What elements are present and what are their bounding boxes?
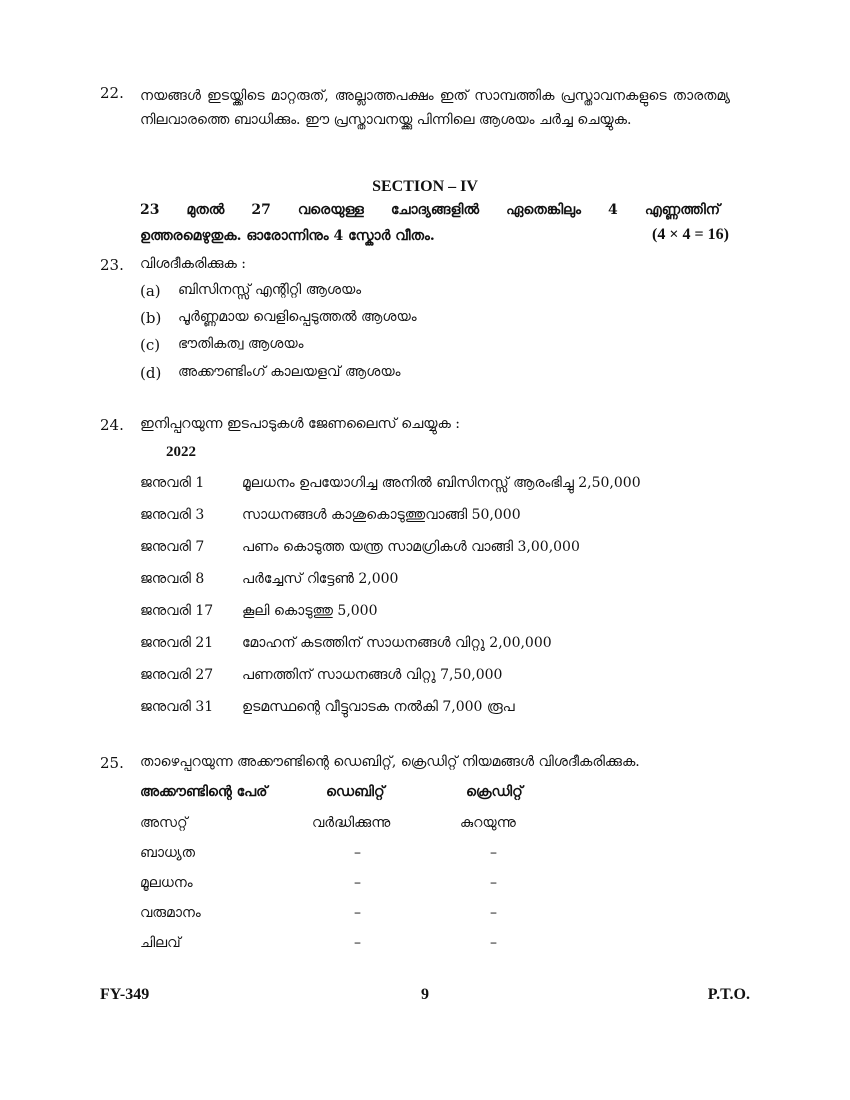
question-number: 25. [100, 754, 124, 772]
transaction-date: ജനുവരി 3 [140, 507, 205, 523]
transaction-description: പണത്തിന് സാധനങ്ങൾ വിറ്റു 7,50,000 [242, 667, 503, 683]
table-cell-account: വരുമാനം [140, 905, 201, 921]
footer-page-number: 9 [421, 986, 429, 1003]
sub-item-text: ഭൗതികത്വ ആശയം [178, 336, 304, 352]
table-cell-account: മൂലധനം [140, 875, 193, 891]
sub-item-label: (d) [140, 364, 162, 382]
table-header-debit: ഡെബിറ്റ് [326, 784, 385, 800]
section-instruction-line2: ഉത്തരമെഴുതുക. ഓരോന്നിനും 4 സ്കോർ വീതം. [140, 228, 435, 244]
sub-item-text: അക്കൗണ്ടിംഗ് കാലയളവ് ആശയം [178, 364, 401, 380]
sub-item-label: (b) [140, 309, 162, 327]
transaction-date: ജനുവരി 27 [140, 667, 214, 683]
question-number: 23. [100, 256, 124, 274]
year-heading: 2022 [166, 444, 196, 460]
table-cell-account: ബാധ്യത [140, 845, 195, 861]
question-22-text: നയങ്ങൾ ഇടയ്ക്കിടെ മാറ്റരുത്, അല്ലാത്തപക്ഷം ഇത് സാമ്പത്തിക പ്രസ്താവനകളുടെ താരതമ്യ നിലവാരത്തെ ബാധിക്കും. ഈ പ്രസ്താവനയ്ക്കു പിന്നിലെ ആശയം ചർച്ച ചെയ്യുക. [140, 88, 730, 128]
footer-pto: P.T.O. [707, 986, 750, 1003]
table-header-credit: ക്രെഡിറ്റ് [466, 784, 523, 800]
transaction-description: പർച്ചേസ് റിട്ടേൺ 2,000 [242, 571, 399, 587]
transaction-date: ജനുവരി 7 [140, 539, 205, 555]
sub-item-text: ബിസിനസ്സ് എന്റിറ്റി ആശയം [178, 282, 362, 298]
transaction-description: മോഹന് കടത്തിന് സാധനങ്ങൾ വിറ്റു 2,00,000 [242, 635, 552, 651]
transaction-description: സാധനങ്ങൾ കാശുകൊടുത്തുവാങ്ങി 50,000 [242, 507, 521, 523]
question-number: 24. [100, 416, 124, 434]
transaction-description: മൂലധനം ഉപയോഗിച്ച അനിൽ ബിസിനസ്സ് ആരംഭിച്ചു 2,50,000 [242, 475, 641, 491]
section-title: SECTION – IV [372, 178, 478, 195]
section-instruction-line1: 23 മുതൽ 27 വരെയുള്ള ചോദ്യങ്ങളിൽ ഏതെങ്കിലും 4 എണ്ണത്തിന് [140, 202, 720, 218]
transaction-date: ജനുവരി 1 [140, 475, 205, 491]
question-24-text: ഇനിപ്പറയുന്ന ഇടപാടുകൾ ജേണലൈസ് ചെയ്യുക : [140, 416, 460, 432]
transaction-date: ജനുവരി 17 [140, 603, 214, 619]
table-cell-debit: – [354, 905, 361, 921]
table-cell-debit: – [354, 935, 361, 951]
table-cell-account: അസറ്റ് [140, 815, 188, 831]
table-cell-account: ചിലവ് [140, 935, 181, 951]
table-cell-debit: – [354, 875, 361, 891]
transaction-date: ജനുവരി 31 [140, 699, 214, 715]
question-25-text: താഴെപ്പറയുന്ന അക്കൗണ്ടിന്റെ ഡെബിറ്റ്, ക്രെഡിറ്റ് നിയമങ്ങൾ വിശദീകരിക്കുക. [140, 754, 640, 770]
transaction-date: ജനുവരി 21 [140, 635, 214, 651]
transaction-description: പണം കൊടുത്ത യന്ത്ര സാമഗ്രികൾ വാങ്ങി 3,00,000 [242, 539, 580, 555]
transaction-description: ഉടമസ്ഥന്റെ വീട്ടുവാടക നൽകി 7,000 രൂപ [242, 699, 515, 715]
transaction-date: ജനുവരി 8 [140, 571, 205, 587]
transaction-description: കൂലി കൊടുത്തു 5,000 [242, 603, 378, 619]
table-cell-credit: – [490, 845, 497, 861]
section-marks: (4 × 4 = 16) [652, 226, 729, 243]
footer-paper-code: FY-349 [100, 986, 150, 1003]
question-23-text: വിശദീകരിക്കുക : [140, 256, 247, 272]
sub-item-label: (a) [140, 282, 161, 300]
table-cell-credit: – [490, 905, 497, 921]
table-cell-credit: – [490, 935, 497, 951]
table-header-account-name: അക്കൗണ്ടിന്റെ പേര് [140, 784, 268, 800]
question-number: 22. [100, 84, 124, 102]
table-cell-debit: – [354, 845, 361, 861]
sub-item-text: പൂർണ്ണമായ വെളിപ്പെടുത്തൽ ആശയം [178, 309, 417, 325]
sub-item-label: (c) [140, 336, 161, 354]
table-cell-credit: കുറയുന്നു [460, 815, 516, 831]
table-cell-credit: – [490, 875, 497, 891]
table-cell-debit: വർദ്ധിക്കുന്നു [312, 815, 391, 831]
